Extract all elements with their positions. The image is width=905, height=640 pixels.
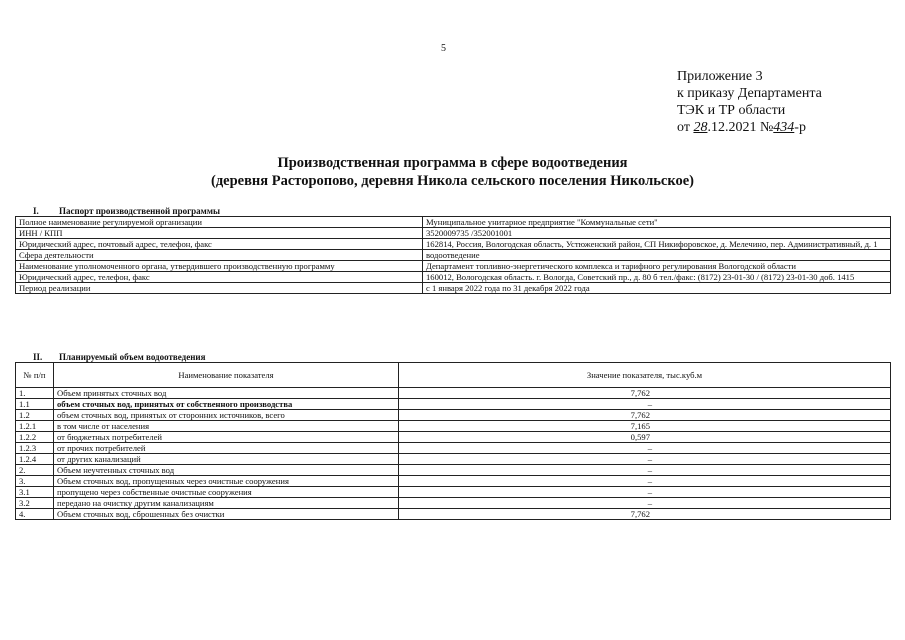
volume-row bbox=[16, 509, 891, 520]
section2-title: Планируемый объем водоотведения bbox=[59, 352, 206, 362]
volume-row bbox=[16, 487, 891, 498]
row-number: 1.2.3 bbox=[16, 443, 54, 454]
volume-row bbox=[16, 454, 891, 465]
appendix-line1: Приложение 3 bbox=[677, 69, 763, 84]
row-name: от прочих потребителей bbox=[54, 443, 399, 454]
row-value: – bbox=[399, 487, 891, 498]
row-value: – bbox=[399, 476, 891, 487]
row-number: 3.2 bbox=[16, 498, 54, 509]
passport-value: Муниципальное унитарное предприятие "Коммунальные сети" bbox=[423, 217, 891, 228]
title-line2: (деревня Расторопово, деревня Никола сельского поселения Никольское) bbox=[210, 173, 695, 189]
section1-number: I. bbox=[33, 206, 39, 216]
appendix-block bbox=[677, 68, 822, 136]
row-name: объем сточных вод, принятых от сторонних источников, всего bbox=[54, 410, 399, 421]
row-number: 1.2 bbox=[16, 410, 54, 421]
passport-value: 3520009735 /352001001 bbox=[423, 228, 891, 239]
row-value: – bbox=[399, 443, 891, 454]
volume-row bbox=[16, 476, 891, 487]
row-name: от бюджетных потребителей bbox=[54, 432, 399, 443]
row-name: Объем сточных вод, пропущенных через очистные сооружения bbox=[54, 476, 399, 487]
header-name: Наименование показателя bbox=[54, 363, 399, 388]
row-value: 0,597 bbox=[399, 432, 891, 443]
passport-key: Юридический адрес, почтовый адрес, телефон, факс bbox=[16, 239, 423, 250]
passport-row bbox=[16, 283, 891, 294]
section1-title: Паспорт производственной программы bbox=[59, 206, 220, 216]
passport-value: Департамент топливно-энергетического комплекса и тарифного регулирования Вологодской области bbox=[423, 261, 891, 272]
passport-value: с 1 января 2022 года по 31 декабря 2022 года bbox=[423, 283, 891, 294]
passport-row bbox=[16, 239, 891, 250]
header-value: Значение показателя, тыс.куб.м bbox=[399, 363, 891, 388]
appendix-from: от bbox=[677, 120, 694, 135]
volume-table bbox=[15, 362, 891, 520]
row-number: 2. bbox=[16, 465, 54, 476]
volume-row bbox=[16, 432, 891, 443]
handwritten-day: 28 bbox=[693, 120, 708, 135]
volume-row bbox=[16, 443, 891, 454]
section1-heading bbox=[33, 206, 220, 216]
section2-number: II. bbox=[33, 352, 43, 362]
passport-value: водоотведение bbox=[423, 250, 891, 261]
appendix-line3: ТЭК и ТР области bbox=[677, 103, 786, 118]
row-number: 3. bbox=[16, 476, 54, 487]
row-name: передано на очистку другим канализациям bbox=[54, 498, 399, 509]
row-value: 7,762 bbox=[399, 509, 891, 520]
row-number: 1. bbox=[16, 388, 54, 399]
volume-row bbox=[16, 399, 891, 410]
page-number: 5 bbox=[441, 43, 446, 54]
passport-key: Наименование уполномоченного органа, утвердившего производственную программу bbox=[16, 261, 423, 272]
volume-row bbox=[16, 388, 891, 399]
volume-table-header bbox=[16, 363, 891, 388]
row-name: в том числе от населения bbox=[54, 421, 399, 432]
row-value: – bbox=[399, 454, 891, 465]
header-num: № п/п bbox=[16, 363, 54, 388]
section2-heading bbox=[33, 352, 205, 362]
row-name: Объем неучтенных сточных вод bbox=[54, 465, 399, 476]
row-name: Объем принятых сточных вод bbox=[54, 388, 399, 399]
passport-key: Юридический адрес, телефон, факс bbox=[16, 272, 423, 283]
passport-row bbox=[16, 272, 891, 283]
passport-row bbox=[16, 250, 891, 261]
passport-row bbox=[16, 261, 891, 272]
row-number: 1.1 bbox=[16, 399, 54, 410]
passport-row bbox=[16, 228, 891, 239]
row-name: от других канализаций bbox=[54, 454, 399, 465]
row-number: 4. bbox=[16, 509, 54, 520]
appendix-date: .12.2021 № bbox=[707, 120, 774, 135]
volume-row bbox=[16, 421, 891, 432]
passport-key: Полное наименование регулируемой организации bbox=[16, 217, 423, 228]
row-value: 7,762 bbox=[399, 388, 891, 399]
passport-value: 160012, Вологодская область. г. Вологда, Советский пр., д. 80 б тел./факс: (8172) 23-01-30 / (8172) 23-01-30 доб. 1415 bbox=[423, 272, 891, 283]
passport-value: 162814, Россия, Вологодская область, Устюженский район, СП Никифоровское, д. Мелечино, пер. Административный, д. 1 bbox=[423, 239, 891, 250]
passport-row bbox=[16, 217, 891, 228]
passport-table bbox=[15, 216, 891, 294]
handwritten-number: 434 bbox=[773, 120, 795, 135]
row-number: 3.1 bbox=[16, 487, 54, 498]
appendix-suffix: -р bbox=[794, 120, 806, 135]
passport-key: ИНН / КПП bbox=[16, 228, 423, 239]
title-line1: Производственная программа в сфере водоотведения bbox=[277, 155, 628, 171]
row-number: 1.2.2 bbox=[16, 432, 54, 443]
row-number: 1.2.1 bbox=[16, 421, 54, 432]
volume-row bbox=[16, 498, 891, 509]
row-name: Объем сточных вод, сброшенных без очистки bbox=[54, 509, 399, 520]
passport-key: Период реализации bbox=[16, 283, 423, 294]
row-value: – bbox=[399, 465, 891, 476]
document-title bbox=[0, 154, 905, 190]
passport-key: Сфера деятельности bbox=[16, 250, 423, 261]
row-name: пропущено через собственные очистные сооружения bbox=[54, 487, 399, 498]
volume-row bbox=[16, 410, 891, 421]
row-name: объем сточных вод, принятых от собственного производства bbox=[54, 399, 399, 410]
volume-row bbox=[16, 465, 891, 476]
row-number: 1.2.4 bbox=[16, 454, 54, 465]
row-value: 7,165 bbox=[399, 421, 891, 432]
row-value: – bbox=[399, 498, 891, 509]
appendix-line2: к приказу Департамента bbox=[677, 86, 822, 101]
row-value: – bbox=[399, 399, 891, 410]
appendix-line4 bbox=[677, 119, 822, 136]
row-value: 7,762 bbox=[399, 410, 891, 421]
